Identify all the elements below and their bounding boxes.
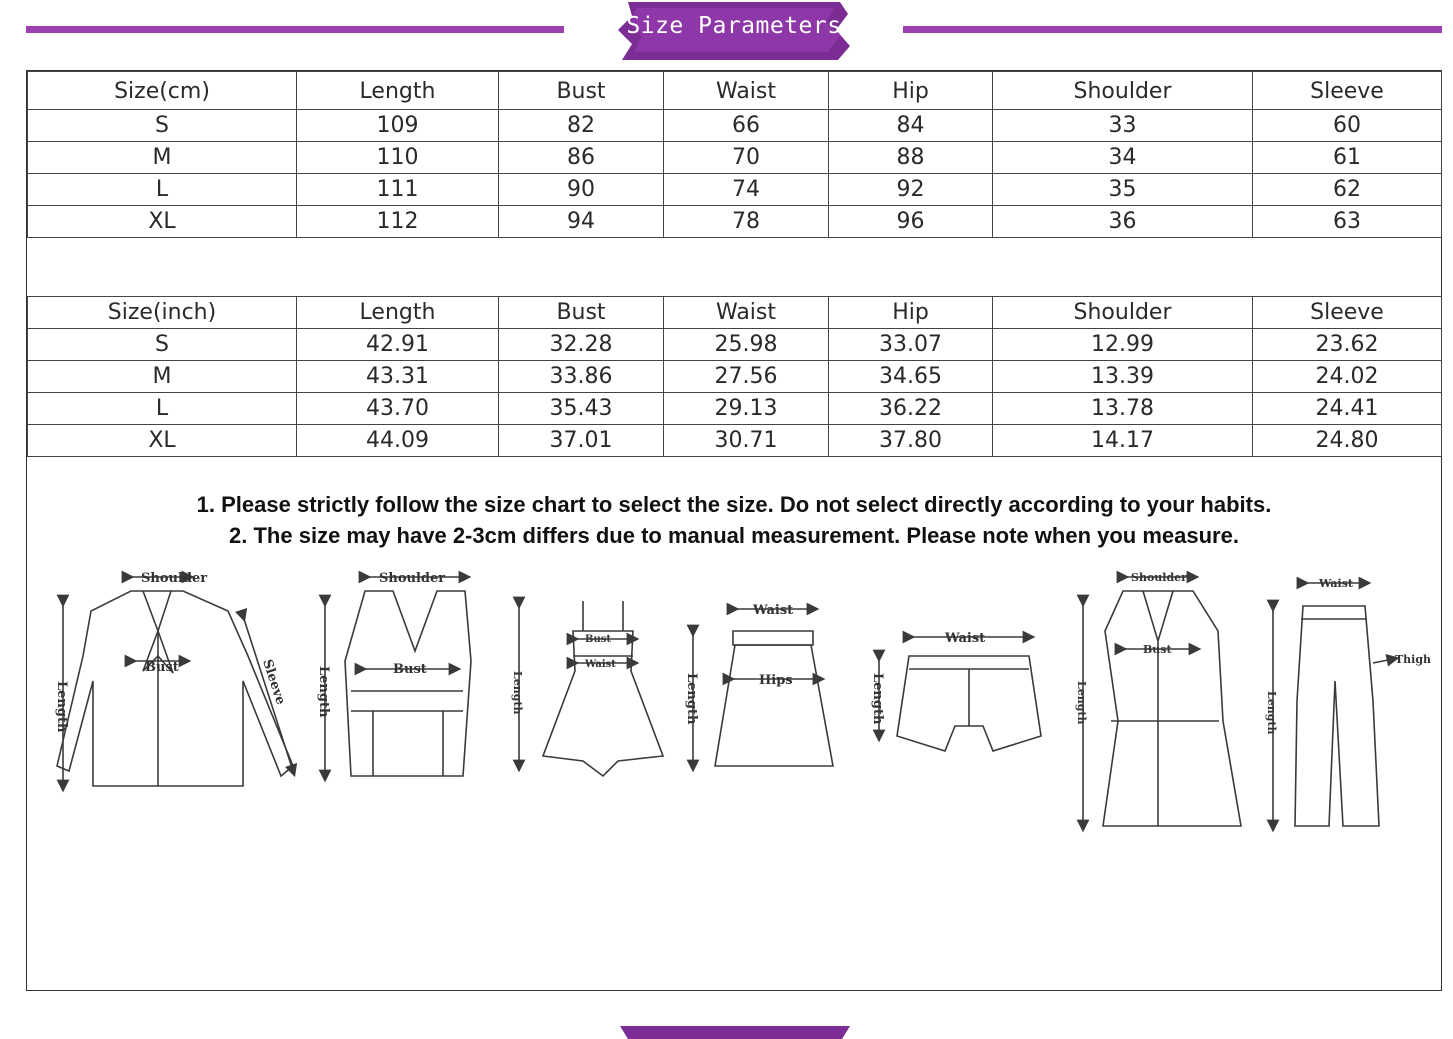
shorts-waist-label: Waist — [945, 631, 986, 646]
table-row — [28, 174, 1442, 206]
tank-length-label: Length — [316, 666, 331, 718]
pants-waist-label: Waist — [1319, 577, 1353, 590]
table-cell: 35 — [993, 174, 1253, 206]
shorts-sketch — [870, 631, 1041, 751]
table-cell: S — [28, 110, 297, 142]
skirt-length-label: Length — [684, 673, 699, 725]
table-cell: 34 — [993, 142, 1253, 174]
measurement-sketches — [43, 561, 1432, 891]
header-cell: Sleeve — [1253, 72, 1442, 110]
pants-length-label: Length — [1265, 691, 1278, 735]
header-cell: Waist — [664, 72, 829, 110]
header-cell: Shoulder — [993, 297, 1253, 329]
table-cell: 13.78 — [993, 393, 1253, 425]
table-row — [28, 393, 1442, 425]
table-cell: 33.07 — [829, 329, 993, 361]
table-cell: 44.09 — [297, 425, 499, 457]
table-row — [28, 206, 1442, 238]
skirt-waist-label: Waist — [753, 603, 794, 618]
tank-shoulder-label: Shoulder — [379, 571, 446, 586]
table-cell: 35.43 — [499, 393, 664, 425]
note-2: 2. The size may have 2-3cm differs due to manual measurement. Please note when you measure. — [229, 523, 1239, 548]
header-rule-right — [903, 26, 1442, 33]
tank-bust-label: Bust — [393, 662, 427, 677]
header-cell: Length — [297, 297, 499, 329]
bottom-banner — [618, 1024, 852, 1039]
table-cell: 30.71 — [664, 425, 829, 457]
table-cell: 94 — [499, 206, 664, 238]
table-cell: M — [28, 361, 297, 393]
header-cell: Hip — [829, 297, 993, 329]
table-cell: 27.56 — [664, 361, 829, 393]
table-cell: 24.41 — [1253, 393, 1442, 425]
table-cell: 34.65 — [829, 361, 993, 393]
note-1: 1. Please strictly follow the size chart to select the size. Do not select directly according to your habits. — [196, 492, 1272, 517]
dress-waist-label: Waist — [585, 659, 616, 670]
table-cell: 112 — [297, 206, 499, 238]
blouse-sleeve-label: Sleeve — [259, 657, 288, 707]
table-cell: 23.62 — [1253, 329, 1442, 361]
page-title: Size Parameters — [626, 13, 842, 39]
table-cell: L — [28, 393, 297, 425]
table-cell: 61 — [1253, 142, 1442, 174]
table-cell: XL — [28, 206, 297, 238]
table-cell: 42.91 — [297, 329, 499, 361]
table-cell: 32.28 — [499, 329, 664, 361]
skirt-hips-label: Hips — [759, 673, 793, 688]
size-chart-frame — [26, 70, 1442, 991]
table-cell: 66 — [664, 110, 829, 142]
table-cell: 74 — [664, 174, 829, 206]
table-cell: 111 — [297, 174, 499, 206]
header-cell: Sleeve — [1253, 297, 1442, 329]
table-cell: 43.31 — [297, 361, 499, 393]
table-cell: 86 — [499, 142, 664, 174]
table-cell: 37.80 — [829, 425, 993, 457]
table-cell: 70 — [664, 142, 829, 174]
table-cell: 88 — [829, 142, 993, 174]
blouse-sketch — [54, 571, 293, 786]
size-notes — [27, 489, 1441, 551]
table-cell: 37.01 — [499, 425, 664, 457]
table-cell: 82 — [499, 110, 664, 142]
table-cell: S — [28, 329, 297, 361]
table-row — [28, 361, 1442, 393]
table-gap — [27, 234, 1441, 296]
table-row — [28, 329, 1442, 361]
table-cell: 36 — [993, 206, 1253, 238]
table-header-row — [28, 297, 1442, 329]
size-table-cm — [27, 71, 1442, 238]
header-cell: Size(inch) — [28, 297, 297, 329]
table-row — [28, 425, 1442, 457]
header-cell: Waist — [664, 297, 829, 329]
table-header-row — [28, 72, 1442, 110]
header-cell: Bust — [499, 72, 664, 110]
blouse-shoulder-label: Shoulder — [141, 571, 208, 586]
table-cell: 25.98 — [664, 329, 829, 361]
header-cell: Hip — [829, 72, 993, 110]
table-cell: 60 — [1253, 110, 1442, 142]
table-cell: M — [28, 142, 297, 174]
table-cell: 12.99 — [993, 329, 1253, 361]
table-cell: 63 — [1253, 206, 1442, 238]
coat-shoulder-label: Shoulder — [1131, 571, 1187, 584]
table-row — [28, 110, 1442, 142]
table-cell: XL — [28, 425, 297, 457]
coat-sketch — [1075, 571, 1241, 826]
table-cell: 29.13 — [664, 393, 829, 425]
dress-length-label: Length — [511, 671, 524, 715]
table-cell: 109 — [297, 110, 499, 142]
skirt-sketch — [684, 603, 833, 766]
blouse-bust-label: Bust — [145, 660, 179, 675]
table-row — [28, 142, 1442, 174]
table-cell: 24.80 — [1253, 425, 1442, 457]
table-cell: 62 — [1253, 174, 1442, 206]
table-cell: 24.02 — [1253, 361, 1442, 393]
table-cell: 13.39 — [993, 361, 1253, 393]
header-cell: Shoulder — [993, 72, 1253, 110]
header-rule-left — [26, 26, 564, 33]
header-cell: Size(cm) — [28, 72, 297, 110]
table-cell: 36.22 — [829, 393, 993, 425]
table-cell: 92 — [829, 174, 993, 206]
table-cell: 33 — [993, 110, 1253, 142]
size-table-inch — [27, 296, 1442, 457]
header-cell: Bust — [499, 297, 664, 329]
coat-bust-label: Bust — [1143, 643, 1172, 656]
table-cell: 84 — [829, 110, 993, 142]
pants-sketch — [1265, 577, 1431, 826]
table-cell: 90 — [499, 174, 664, 206]
table-cell: 43.70 — [297, 393, 499, 425]
dress-bust-label: Bust — [585, 634, 611, 645]
header-cell: Length — [297, 72, 499, 110]
table-cell: 14.17 — [993, 425, 1253, 457]
coat-length-label: Length — [1075, 681, 1088, 725]
table-cell: L — [28, 174, 297, 206]
shorts-length-label: Length — [870, 673, 885, 725]
tank-sketch — [316, 571, 471, 776]
table-cell: 78 — [664, 206, 829, 238]
blouse-length-label: Length — [54, 681, 69, 733]
table-cell: 96 — [829, 206, 993, 238]
table-cell: 33.86 — [499, 361, 664, 393]
table-cell: 110 — [297, 142, 499, 174]
dress-sketch — [511, 601, 663, 776]
pants-thigh-label: Thigh — [1395, 653, 1432, 666]
